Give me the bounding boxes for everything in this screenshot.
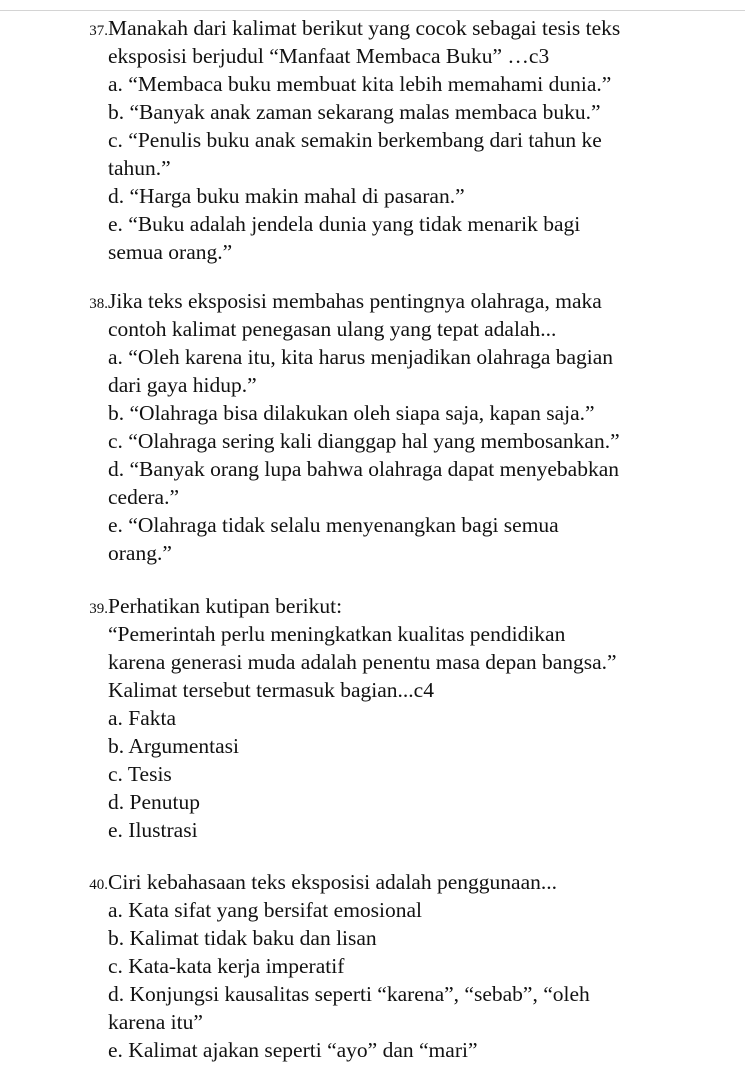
option-d-continued: cedera.” [108, 485, 179, 509]
option-d: d. “Banyak orang lupa bahwa olahraga dapat menyebabkan [108, 457, 620, 481]
top-divider [0, 10, 745, 11]
question-number: 39. [89, 601, 108, 617]
question-text: Ciri kebahasaan teks eksposisi adalah penggunaan... [108, 870, 557, 894]
question-text: contoh kalimat penegasan ulang yang tepat adalah... [108, 317, 557, 341]
question-number: 38. [89, 296, 108, 312]
question-text: Perhatikan kutipan berikut: [108, 594, 343, 618]
option-e-continued: orang.” [108, 541, 172, 565]
option-b: b. “Banyak anak zaman sekarang malas membaca buku.” [108, 100, 601, 124]
option-e: e. Kalimat ajakan seperti “ayo” dan “mari” [108, 1038, 478, 1062]
question-text: eksposisi berjudul “Manfaat Membaca Buku” …c3 [108, 44, 550, 68]
option-d: d. Penutup [108, 790, 200, 814]
option-b: b. Kalimat tidak baku dan lisan [108, 926, 377, 950]
option-a: a. Kata sifat yang bersifat emosional [108, 898, 423, 922]
option-d-continued: karena itu” [108, 1010, 203, 1034]
question-number: 40. [89, 877, 108, 893]
option-c: c. “Olahraga sering kali dianggap hal yang membosankan.” [108, 429, 620, 453]
option-e: e. “Olahraga tidak selalu menyenangkan bagi semua [108, 513, 559, 537]
option-c-continued: tahun.” [108, 156, 171, 180]
option-a: a. Fakta [108, 706, 177, 730]
question-text: Manakah dari kalimat berikut yang cocok sebagai tesis teks [108, 16, 621, 40]
option-b: b. Argumentasi [108, 734, 239, 758]
question-text: Kalimat tersebut termasuk bagian...c4 [108, 678, 434, 702]
option-e: e. “Buku adalah jendela dunia yang tidak menarik bagi [108, 212, 581, 236]
option-d: d. “Harga buku makin mahal di pasaran.” [108, 184, 465, 208]
option-c: c. “Penulis buku anak semakin berkembang dari tahun ke [108, 128, 602, 152]
option-d: d. Konjungsi kausalitas seperti “karena”, “sebab”, “oleh [108, 982, 590, 1006]
quotation-continued: karena generasi muda adalah penentu masa depan bangsa.” [108, 650, 617, 674]
quotation: “Pemerintah perlu meningkatkan kualitas pendidikan [108, 622, 566, 646]
question-number: 37. [89, 23, 108, 39]
option-c: c. Tesis [108, 762, 172, 786]
option-a: a. “Oleh karena itu, kita harus menjadikan olahraga bagian [108, 345, 614, 369]
option-c: c. Kata-kata kerja imperatif [108, 954, 345, 978]
option-e: e. Ilustrasi [108, 818, 198, 842]
option-a-continued: dari gaya hidup.” [108, 373, 257, 397]
option-a: a. “Membaca buku membuat kita lebih memahami dunia.” [108, 72, 612, 96]
option-e-continued: semua orang.” [108, 240, 233, 264]
question-text: Jika teks eksposisi membahas pentingnya olahraga, maka [108, 289, 602, 313]
option-b: b. “Olahraga bisa dilakukan oleh siapa saja, kapan saja.” [108, 401, 595, 425]
